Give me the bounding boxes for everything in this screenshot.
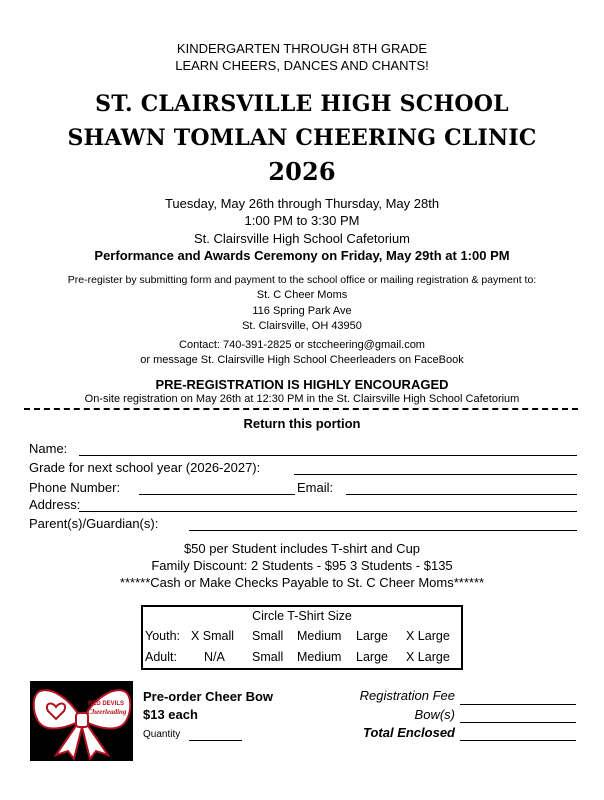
address-label: Address: xyxy=(29,497,81,512)
page-subtitle: SHAWN TOMLAN CHEERING CLINIC xyxy=(67,125,537,151)
adult-label: Adult: xyxy=(145,650,177,664)
event-time: 1:00 PM to 3:30 PM xyxy=(244,213,360,228)
total-enclosed-field[interactable] xyxy=(460,740,576,741)
cheer-bow-icon xyxy=(30,681,133,761)
header-line-2: LEARN CHEERS, DANCES AND CHANTS! xyxy=(175,58,429,73)
phone-field[interactable] xyxy=(139,494,295,495)
youth-label: Youth: xyxy=(145,629,180,643)
adult-size-small[interactable]: Small xyxy=(252,650,284,664)
return-portion-heading: Return this portion xyxy=(243,416,361,431)
youth-size-xlarge[interactable]: X Large xyxy=(406,629,450,643)
name-label: Name: xyxy=(29,441,68,456)
mailing-city: St. Clairsville, OH 43950 xyxy=(242,320,362,332)
price-info: $50 per Student includes T-shirt and Cup xyxy=(183,541,421,556)
quantity-label: Quantity xyxy=(143,729,181,740)
email-label: Email: xyxy=(297,480,334,495)
youth-size-medium[interactable]: Medium xyxy=(297,629,342,643)
mailing-name: St. C Cheer Moms xyxy=(256,289,348,301)
page-title: ST. CLAIRSVILLE HIGH SCHOOL xyxy=(95,91,509,117)
cut-line xyxy=(24,408,578,410)
payment-instructions: ******Cash or Make Checks Payable to St. C Cheer Moms****** xyxy=(119,575,485,590)
cheer-bow-image xyxy=(30,681,133,761)
header-line-1: KINDERGARTEN THROUGH 8TH GRADE xyxy=(176,41,428,56)
facebook-info: or message St. Clairsville High School Cheerleaders on FaceBook xyxy=(140,354,464,366)
year-heading: 2026 xyxy=(268,157,336,186)
mailing-street: 116 Spring Park Ave xyxy=(252,305,352,317)
event-ceremony: Performance and Awards Ceremony on Friday, May 29th at 1:00 PM xyxy=(94,248,510,263)
parent-field[interactable] xyxy=(189,530,577,531)
youth-size-xsmall[interactable]: X Small xyxy=(191,629,235,643)
total-enclosed-label: Total Enclosed xyxy=(363,725,455,740)
name-field[interactable] xyxy=(79,455,577,456)
bow-price: $13 each xyxy=(143,707,198,722)
event-dates: Tuesday, May 26th through Thursday, May 28th xyxy=(164,196,440,211)
email-field[interactable] xyxy=(346,494,577,495)
preregistration-notice: PRE-REGISTRATION IS HIGHLY ENCOURAGED xyxy=(155,377,449,392)
bows-field[interactable] xyxy=(460,722,576,723)
adult-size-xlarge[interactable]: X Large xyxy=(406,650,450,664)
onsite-registration: On-site registration on May 26th at 12:30 PM in the St. Clairsville High School Cafetorium xyxy=(84,393,520,405)
registration-fee-label: Registration Fee xyxy=(359,688,455,703)
svg-text:RED DEVILS: RED DEVILS xyxy=(87,701,125,707)
address-field[interactable] xyxy=(79,511,577,512)
event-location: St. Clairsville High School Cafetorium xyxy=(193,231,411,246)
adult-size-large[interactable]: Large xyxy=(356,650,388,664)
family-discount: Family Discount: 2 Students - $95 3 Students - $135 xyxy=(151,558,453,573)
youth-size-small[interactable]: Small xyxy=(252,629,284,643)
bow-preorder-title: Pre-order Cheer Bow xyxy=(143,689,274,704)
youth-size-large[interactable]: Large xyxy=(356,629,388,643)
contact-info: Contact: 740-391-2825 or stccheering@gmail.com xyxy=(179,339,425,351)
phone-label: Phone Number: xyxy=(29,480,121,495)
registration-fee-field[interactable] xyxy=(460,704,576,705)
grade-field[interactable] xyxy=(294,474,577,475)
bows-label: Bow(s) xyxy=(414,707,455,722)
quantity-field[interactable] xyxy=(189,740,242,741)
adult-size-na: N/A xyxy=(204,650,225,664)
tshirt-title: Circle T-Shirt Size xyxy=(252,609,352,623)
register-instructions: Pre-register by submitting form and payment to the school office or mailing registration & payment to: xyxy=(67,274,537,286)
parent-label: Parent(s)/Guardian(s): xyxy=(29,516,159,531)
adult-size-medium[interactable]: Medium xyxy=(297,650,342,664)
tshirt-size-box xyxy=(141,605,463,670)
grade-label: Grade for next school year (2026-2027): xyxy=(29,460,261,475)
svg-text:Cheerleading: Cheerleading xyxy=(87,708,127,716)
